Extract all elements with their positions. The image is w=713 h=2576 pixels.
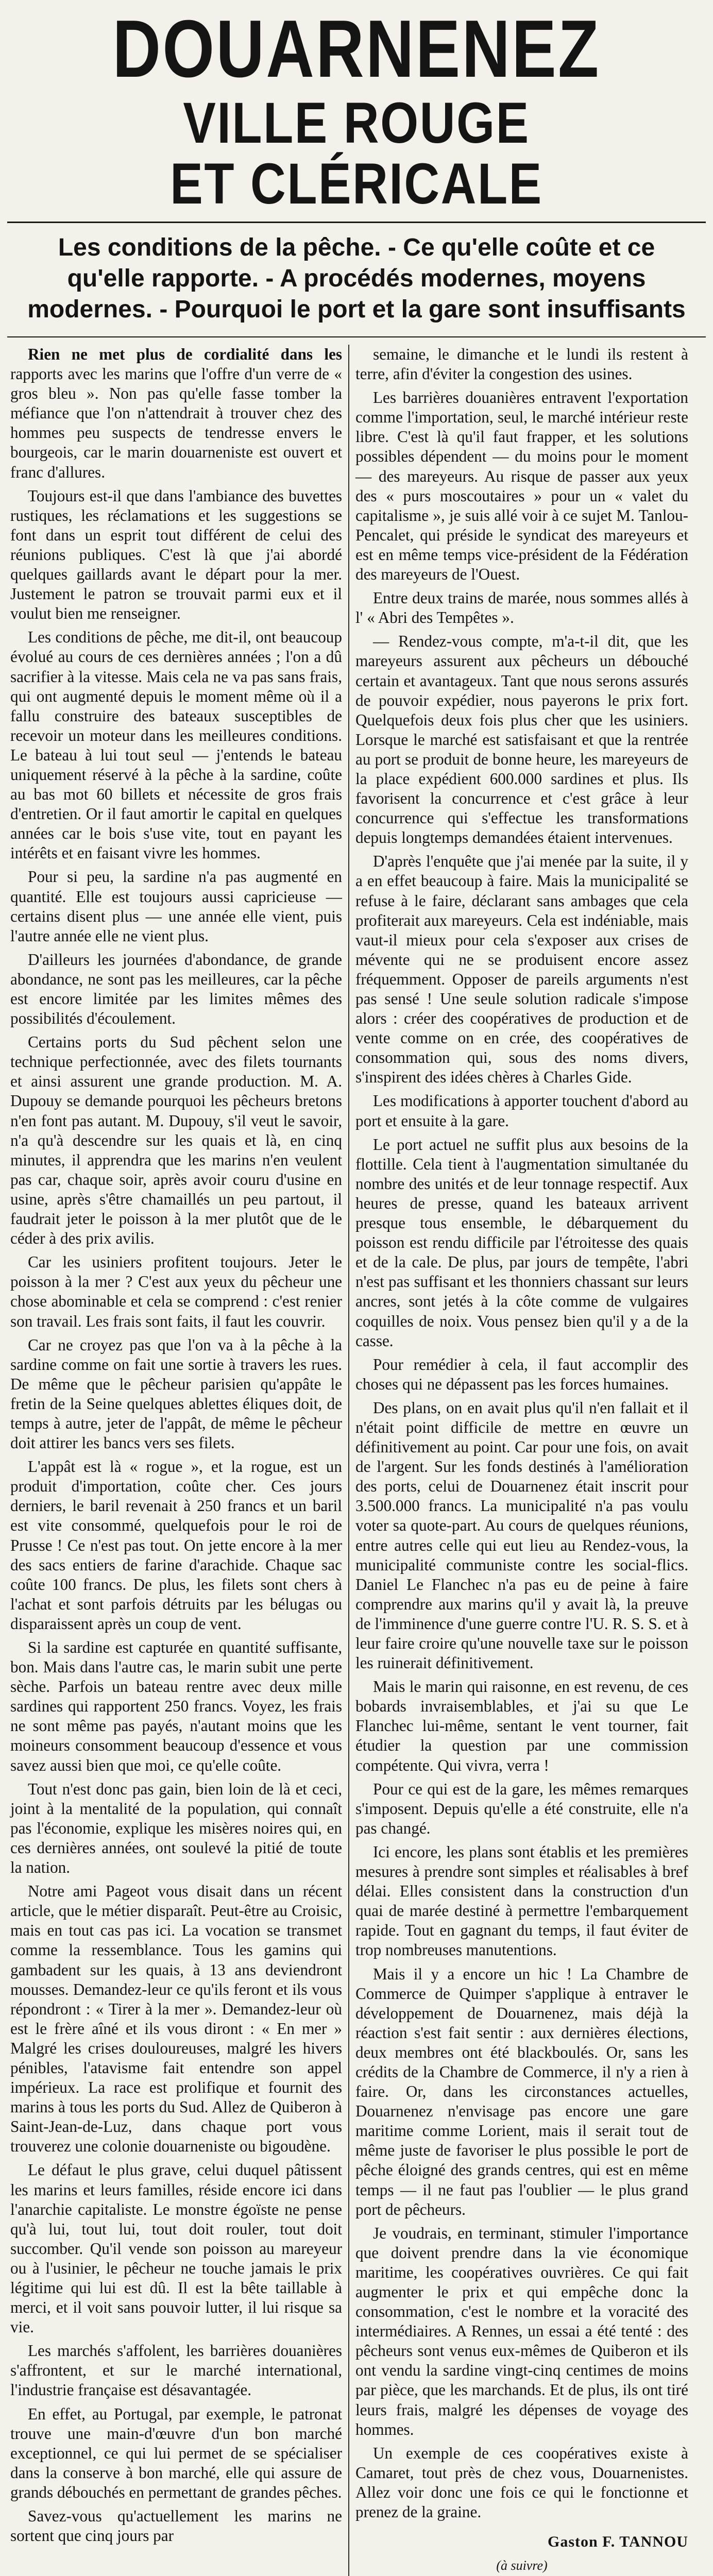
paragraph: L'appât est là « rogue », et la rogue, est un produit d'importation, coûte cher. Ces jours derniers, le baril revenait à 250 francs et un baril est vite consommé, quelquefois pour le roi de Prusse ! Ce n'est pas tout. On jette encore à la mer des sacs entiers de farine d'arachide. Chaque sac coûte 100 francs. De plus, les filets sont chers à l'achat et sont parfois détruits par les bélugas ou disparaissent après un coup de vent. bbox=[10, 1458, 342, 1633]
paragraph: Des plans, on en avait plus qu'il n'en fallait et il n'était point difficile de mettre en œuvre un définitivement au point. Car pour une fois, on avait de l'argent. Sur les fonds destinés à l'amélioration des ports, celui de Douarnenez était inscrit pour 3.500.000 francs. La municipalité n'a pas voulu voter sa quote-part. Au cours de quelques réunions, entre autres celle qui eut lieu au Rendez-vous, la municipalité communiste contre les social-flics. Daniel Le Flanchec n'a pas eu de peine à faire comprendre aux marins qu'il y avait là, la preuve de l'imminence d'une guerre contre l'U. R. S. S. et à leur faire croire qu'une nouvelle taxe sur le poisson les ruinerait définitivement. bbox=[355, 1398, 688, 1672]
paragraph: Les barrières douanières entravent l'exportation comme l'importation, seul, le marché intérieur reste libre. C'est là qu'il faut frapper, et les solutions possibles dépendent — du moins pour le moment — des mareyeurs. Au risque de passer aux yeux des « purs moscoutaires » pour un « valet du capitalisme », je suis allé voir à ce sujet M. Tanlou-Pencalet, qui préside le syndicat des mareyeurs et est en même temps vice-président de la Fédération des mareyeurs de l'Ouest. bbox=[355, 388, 688, 584]
headline-city: DOUARNENEZ bbox=[112, 4, 601, 94]
left-column bbox=[7, 345, 349, 2576]
paragraph: Les conditions de pêche, me dit-il, ont beaucoup évolué au cours de ces dernières années ; l'on a dû sacrifier à la vitesse. Mais cela ne va pas sans frais, qui ont augmenté depuis le moment même où il a fallu construire des bateaux susceptibles de recevoir un moteur dans les meilleures conditions. Le bateau à lui tout seul — j'entends le bateau uniquement réservé à la pêche à la sardine, coûte au bas mot 60 billets et nécessite de gros frais d'entretien. Or il faut amortir le capital en quelques années car le bois s'use vite, tout en payant les intérêts et en faisant vivre les hommes. bbox=[10, 628, 342, 862]
paragraph: Le défaut le plus grave, celui duquel pâtissent les marins et leurs familles, réside encore ici dans l'anarchie capitaliste. Le monstre égoïste ne pense qu'à lui, tout lui, tout doit rouler, tout doit succomber. Qu'il vende son poisson au mareyeur ou à l'usinier, le pêcheur ne touche jamais le prix légitime qui lui est dû. Il est la bête taillable à merci, et il voit sans pouvoir lutter, il lui risque sa vie. bbox=[10, 2161, 342, 2336]
paragraph: Tout n'est donc pas gain, bien loin de là et ceci, joint à la mentalité de la population, qui connaît pas l'économie, explique les misères noires qui, en ces dernières années, ont soulevé la pitié de toute la nation. bbox=[10, 1780, 342, 1877]
paragraph: Un exemple de ces coopératives existe à Camaret, tout près de chez vous, Douarnenistes. Allez voir donc une fois ce qui le fonctionne et prenez de la graine. bbox=[355, 2444, 688, 2521]
paragraph: Entre deux trains de marée, nous sommes allés à l' « Abri des Tempêtes ». bbox=[355, 589, 688, 627]
paragraph: Ici encore, les plans sont établis et les premières mesures à prendre sont simples et réalisables à bref délai. Elles consistent dans la construction d'un quai de marée destiné à permettre l'embarquement rapide. Tout en gagnant du temps, il faut éviter de trop nombreuses manutentions. bbox=[355, 1842, 688, 1959]
right-column bbox=[349, 345, 691, 2576]
author-signature: Gaston F. TANNOU bbox=[548, 2533, 688, 2551]
paragraph: Toujours est-il que dans l'ambiance des buvettes rustiques, les réclamations et les suggestions se font dans un esprit tout différent de celui des réunions publiques. C'est là que j'ai abordé quelques gaillards avant le départ pour la mer. Justement le patron se trouvait parmi eux et il voulut bien me renseigner. bbox=[10, 486, 342, 623]
subheading-rule bbox=[7, 336, 706, 337]
continuation-note: (à suivre) bbox=[496, 2558, 548, 2573]
masthead bbox=[7, 5, 706, 214]
paragraph: Certains ports du Sud pêchent selon une technique perfectionnée, avec des filets tournants et ainsi assurent une grande production. M. A. Dupouy se demande pourquoi les pêcheurs bretons n'en font pas autant. M. Dupouy, s'il veut le savoir, n'a qu'à descendre sur les quais et là, en cinq minutes, il apprendra que les marins n'en veulent pas car, chaque soir, après avoir couru d'usine en usine, après s'être chamaillés un peu partout, il faudrait jeter le poisson à la mer plutôt que de le céder à des prix avilis. bbox=[10, 1033, 342, 1248]
paragraph: Mais il y a encore un hic ! La Chambre de Commerce de Quimper s'applique à entraver le développement de Douarnenez, mais déjà la réaction s'est fait sentir : aux dernières élections, deux membres ont été blackboulés. Or, sans les crédits de la Chambre de Commerce, il n'y a rien à faire. Or, dans les circonstances actuelles, Douarnenez n'envisage pas encore une gare maritime comme Lorient, mais il serait tout de même juste de favoriser le plus possible le port de pêche éloigné des grands centres, qui est en même temps — il ne faut pas l'oublier — le plus grand port de pêcheurs. bbox=[355, 1964, 688, 2218]
paragraph: Rien ne met plus de cordialité dans les rapports avec les marins que l'offre d'un verre de « gros bleu ». Non pas qu'elle fasse tomber la méfiance que l'on n'attendrait à trouver chez des hommes peu suspects de tendresse envers le bourgeois, car le marin douarneniste est ouvert et franc d'allures. bbox=[10, 345, 342, 481]
article-body bbox=[7, 345, 706, 2576]
paragraph: D'ailleurs les journées d'abondance, de grande abondance, ne sont pas les meilleures, car la pêche est encore limitée par les limites mêmes des possibilités d'écoulement. bbox=[10, 950, 342, 1028]
paragraph: Car ne croyez pas que l'on va à la pêche à la sardine comme on fait une sortie à travers les rues. De même que le pêcheur parisien qu'appâte le fretin de la Seine quelques ablettes éliques doit, de temps à autre, jeter de l'appât, de même le pêcheur doit attirer les bancs vers ses filets. bbox=[10, 1335, 342, 1452]
paragraph: Pour remédier à cela, il faut accomplir des choses qui ne dépassent pas les forces humaines. bbox=[355, 1355, 688, 1393]
headline-rule bbox=[7, 222, 706, 223]
paragraph: Notre ami Pageot vous disait dans un récent article, que le métier disparaît. Peut-être au Croisic, mais en tout cas pas ici. La vocation se transmet comme la ressemblance. Tous les gamins qui gambadent sur les quais, à 13 ans deviendront mousses. Demandez-leur ce qu'ils feront et ils vous répondront : « Tirer à la mer ». Demandez-leur où est le frère aîné et ils vous diront : « En mer » Malgré les crises douloureuses, malgré les hivers pénibles, l'atavisme fait entendre son appel impérieux. La race est prolifique et fournit des marins à tous les ports du Sud. Allez de Quiberon à Saint-Jean-de-Luz, dans chaque port vous trouverez une colonie douarneniste ou bigoudène. bbox=[10, 1882, 342, 2156]
paragraph: Je voudrais, en terminant, stimuler l'importance que doivent prendre dans la vie économique maritime, les coopératives ouvrières. Ce qui fait augmenter le prix et qui empêche donc la consommation, c'est le nombre et la voracité des intermédiaires. A Rennes, un essai a été tenté : des pêcheurs sont venus eux-mêmes de Quiberon et ils ont vendu la sardine vingt-cinq centimes de moins par pièce, que les marchands. Et de plus, ils ont tiré leurs frais, malgré les dépenses de voyage des hommes. bbox=[355, 2224, 688, 2438]
paragraph: semaine, le dimanche et le lundi ils restent à terre, afin d'éviter la congestion des usines. bbox=[355, 345, 688, 383]
headline-line-3: ET CLÉRICALE bbox=[170, 151, 543, 216]
paragraph: Si la sardine est capturée en quantité suffisante, bon. Mais dans l'autre cas, le marin subit une perte sèche. Parfois un bateau rentre avec deux mille sardines qui rapportent 250 francs. Voyez, les frais ne sont même pas payés, n'autant moins que les moineurs consomment beaucoup d'essence et vous savez aussi bien que moi, ce qu'elle coûte. bbox=[10, 1638, 342, 1774]
paragraph: Le port actuel ne suffit plus aux besoins de la flottille. Cela tient à l'augmentation simultanée du nombre des unités et de leur tonnage respectif. Aux heures de presse, quand les bateaux arrivent presque tous ensemble, le débarquement du poisson est rendu difficile par l'étroitesse des quais et de la cale. De plus, par jours de tempête, l'abri n'est pas suffisant et les thonniers chassant sur leurs ancres, sont jetés à la côte comme de vulgaires coquilles de noix. Vous pensez bien qu'il y a de la casse. bbox=[355, 1135, 688, 1350]
paragraph: Les modifications à apporter touchent d'abord au port et ensuite à la gare. bbox=[355, 1092, 688, 1130]
paragraph: Pour ce qui est de la gare, les mêmes remarques s'imposent. Depuis qu'elle a été construite, elle n'a pas changé. bbox=[355, 1780, 688, 1837]
paragraph: En effet, au Portugal, par exemple, le patronat trouve une main-d'œuvre d'un bon marché exceptionnel, ce qui lui permet de se spécialiser dans la conserve à bon marché, elle qui assure de grands débouchés en permettant de grandes pêches. bbox=[10, 2404, 342, 2501]
paragraph: — Rendez-vous compte, m'a-t-il dit, que les mareyeurs assurent aux pêcheurs un débouché certain et avantageux. Tant que nous serons assurés de pouvoir expédier, nous payerons le prix fort. Quelquefois deux fois plus cher que les usiniers. Lorsque le marché est satisfaisant et que la rentrée au port se produit de bonne heure, les mareyeurs de la place expédient 600.000 sardines et plus. Ils favorisent la concurrence et c'est grâce à leur concurrence qui s'effectue les transformations depuis longtemps demandées étaient intervenues. bbox=[355, 632, 688, 847]
paragraph: Les marchés s'affolent, les barrières douanières s'affrontent, et sur le marché international, l'industrie française est désavantagée. bbox=[10, 2342, 342, 2399]
paragraph: Car les usiniers profitent toujours. Jeter le poisson à la mer ? C'est aux yeux du pêcheur une chose abominable et cela se comprend : c'est renier son travail. Les frais sont faits, il faut les couvrir. bbox=[10, 1253, 342, 1330]
headline-line-2: VILLE ROUGE bbox=[183, 91, 530, 155]
paragraph: Mais le marin qui raisonne, en est revenu, de ces bobards invraisemblables, et j'ai su que Le Flanchec lui-même, sentant le vent tourner, fait étudier la question par une commission compétente. Qui vivra, verra ! bbox=[355, 1677, 688, 1774]
paragraph: D'après l'enquête que j'ai menée par la suite, il y a en effet beaucoup à faire. Mais la municipalité se refuse à le faire, déclarant sans ambages que cela profiterait aux mareyeurs. Cela est indéniable, mais vaut-il mieux pour cela s'exposer aux crises de mévente qui ne se produisent encore assez fréquemment. Opposer de pareils arguments n'est pas sensé ! Une seule solution radicale s'impose alors : créer des coopératives de production et de vente comme on en crée, des coopératives de consommation qui, sous des noms divers, s'inspirent des idées chères à Charles Gide. bbox=[355, 852, 688, 1087]
article-subheading: Les conditions de la pêche. - Ce qu'elle coûte et ce qu'elle rapporte. - A procédés modernes, moyens modernes. - Pourquoi le port et la gare sont insuffisants bbox=[27, 234, 686, 323]
paragraph: Savez-vous qu'actuellement les marins ne sortent que cinq jours par bbox=[10, 2507, 342, 2545]
newspaper-page bbox=[7, 5, 706, 2576]
paragraph: Pour si peu, la sardine n'a pas augmenté en quantité. Elle est toujours aussi capricieuse — certains disent plus — une année elle vient, puis l'autre année elle ne vient plus. bbox=[10, 868, 342, 945]
